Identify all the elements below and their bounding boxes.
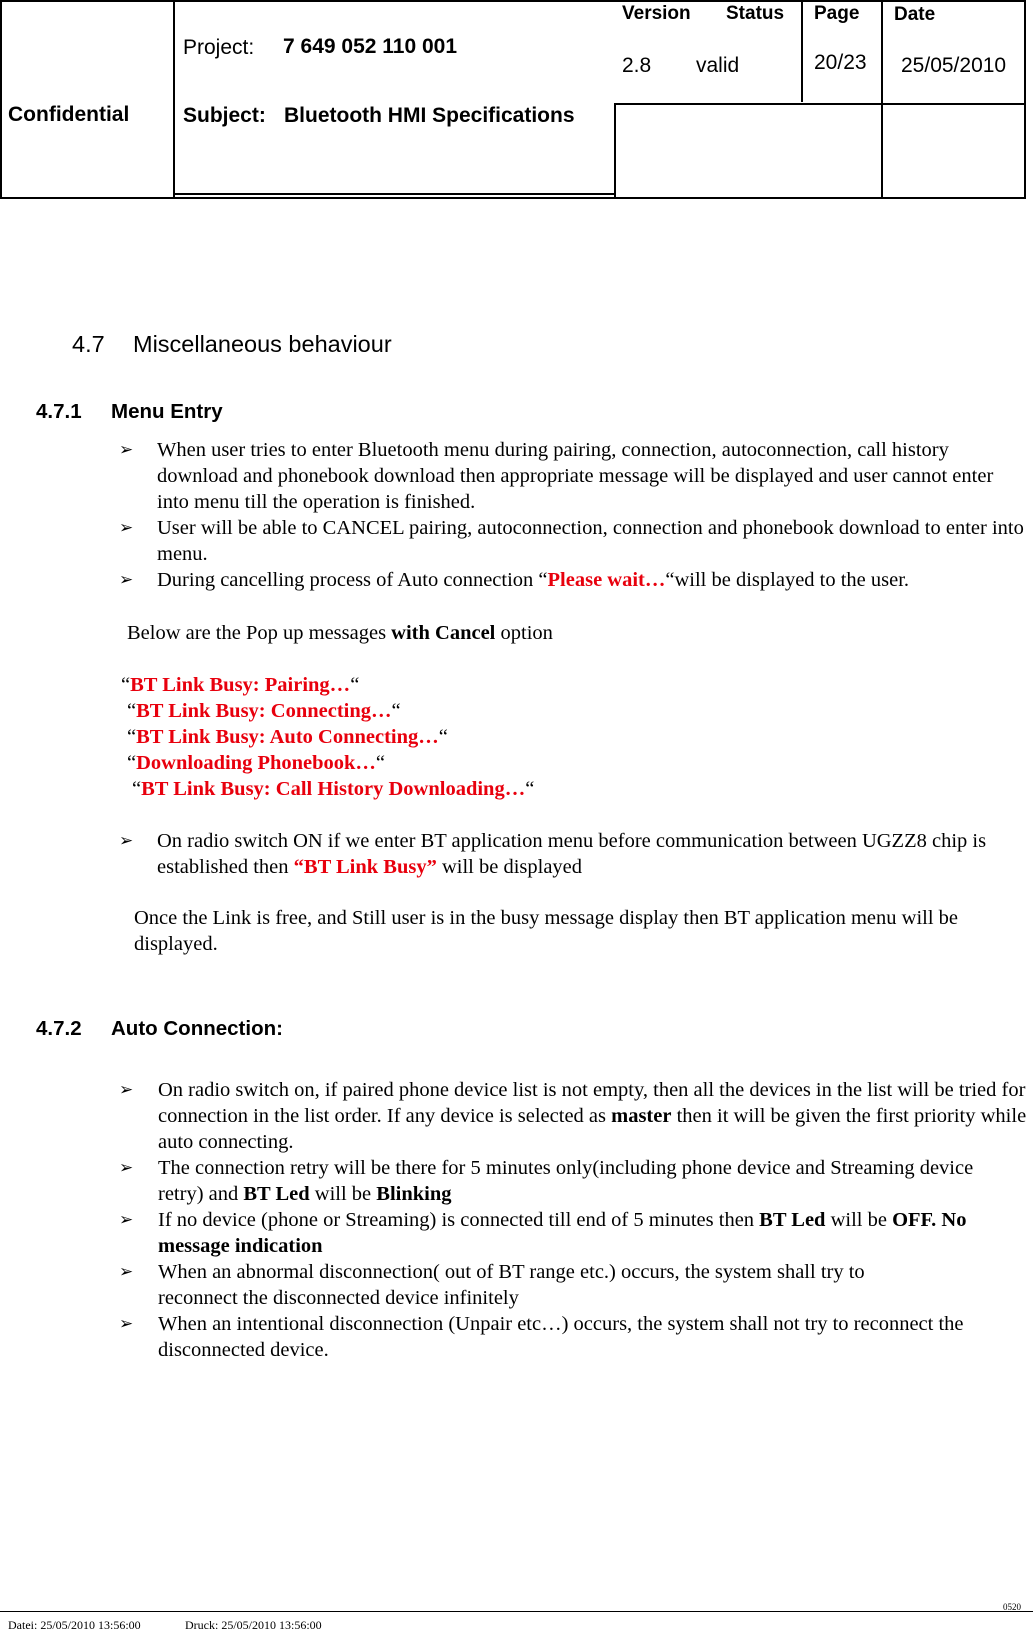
text-run: Below are the Pop up messages: [127, 622, 392, 644]
popup-text: BT Link Busy: Connecting…: [136, 700, 392, 722]
popup-text: Downloading Phonebook…: [136, 752, 376, 774]
popup-text: BT Link Busy: Pairing…: [130, 674, 351, 696]
list-item: [119, 567, 1033, 593]
arrow-bullet-icon: ➢: [119, 1080, 134, 1100]
subject-value: Bluetooth HMI Specifications: [284, 104, 575, 127]
text-run: will be: [825, 1209, 893, 1231]
bullet-text: When user tries to enter Bluetooth menu during pairing, connection, autoconnection, call history download and phonebook download then appropriate message will be displayed and user cannot enter into menu till the operation is finished.: [157, 439, 994, 513]
bullet-text: [157, 567, 1033, 593]
subsection-number: 4.7.2: [36, 1017, 82, 1040]
divider: [614, 103, 1024, 105]
text-run: During cancelling process of Auto connection “: [157, 569, 548, 591]
footer-print-date: Druck: 25/05/2010 13:56:00: [185, 1618, 322, 1632]
list-item: [119, 1207, 1033, 1259]
text-run: then it will be given the first priority while auto connecting.: [158, 1105, 1027, 1153]
text-run: The connection retry will be there for 5 minutes only(including phone device and Streaming device retry) and: [158, 1157, 974, 1205]
document-header: [0, 0, 1026, 199]
section-number: 4.7: [72, 331, 105, 357]
text-run: master: [611, 1105, 672, 1127]
text-run: On radio switch on, if paired phone device list is not empty, then all the devices in the list will be tried for connection in the list order. If any device is selected as: [158, 1079, 1026, 1127]
text-run: with Cancel: [391, 622, 496, 644]
page-label: Page: [814, 3, 860, 24]
list-item: [119, 1259, 1033, 1311]
project-label: Project:: [183, 36, 255, 59]
text-run: will be displayed: [436, 856, 583, 878]
popup-message: “BT Link Busy: Auto Connecting…“: [127, 726, 448, 748]
bullet-text: [157, 828, 1022, 880]
popup-message: “BT Link Busy: Connecting…“: [127, 700, 401, 722]
divider: [614, 103, 616, 197]
bullet-text: [158, 1207, 1028, 1259]
divider: [173, 2, 175, 197]
status-label: Status: [726, 3, 785, 24]
bullet-text: When an abnormal disconnection( out of BT range etc.) occurs, the system shall try to reconnect the disconnected device infinitely: [158, 1261, 865, 1309]
please-wait-message: Please wait…: [547, 569, 666, 591]
project-number: 7 649 052 110 001: [283, 35, 458, 58]
list-item: [119, 828, 1033, 880]
popup-intro: [127, 620, 553, 646]
link-free-note: Once the Link is free, and Still user is in the busy message display then BT application menu will be displayed.: [134, 907, 959, 955]
subject-label: Subject:: [183, 104, 266, 127]
text-run: OFF. No message indication: [158, 1209, 967, 1257]
popup-text: BT Link Busy: Call History Downloading…: [141, 778, 526, 800]
footer-file-date: Datei: 25/05/2010 13:56:00: [8, 1618, 141, 1632]
divider: [801, 2, 803, 102]
divider: [881, 2, 883, 197]
text-run: BT Led: [759, 1209, 826, 1231]
arrow-bullet-icon: ➢: [119, 1314, 134, 1334]
bullet-text: [158, 1077, 1028, 1155]
subsection-number: 4.7.1: [36, 400, 82, 423]
footer-rule: [0, 1611, 1033, 1612]
date-value: 25/05/2010: [901, 54, 1007, 77]
subsection-title: Auto Connection:: [111, 1017, 283, 1040]
version-label: Version: [622, 3, 691, 24]
arrow-bullet-icon: ➢: [119, 1158, 134, 1178]
text-run: On radio switch ON if we enter BT application menu before communication between UGZZ8 chip is established then: [157, 830, 987, 878]
list-item: [119, 1311, 1033, 1363]
version-value: 2.8: [622, 54, 652, 77]
list-item: [119, 437, 1033, 515]
list-item: [119, 1155, 1033, 1207]
arrow-bullet-icon: ➢: [119, 570, 134, 590]
arrow-bullet-icon: ➢: [119, 1262, 134, 1282]
text-run: Blinking: [376, 1183, 452, 1205]
divider: [173, 193, 614, 195]
popup-message: “BT Link Busy: Pairing…“: [121, 674, 360, 696]
bullet-text: User will be able to CANCEL pairing, autoconnection, connection and phonebook download to enter into menu.: [157, 517, 1024, 565]
subsection-title: Menu Entry: [111, 400, 223, 423]
popup-text: BT Link Busy: Auto Connecting…: [136, 726, 439, 748]
text-run: will be: [309, 1183, 377, 1205]
arrow-bullet-icon: ➢: [119, 440, 134, 460]
text-run: “will be displayed to the user.: [665, 569, 910, 591]
bullet-text: [158, 1155, 998, 1207]
page-number: 20/23: [814, 51, 867, 74]
arrow-bullet-icon: ➢: [119, 1210, 134, 1230]
text-run: If no device (phone or Streaming) is connected till end of 5 minutes then: [158, 1209, 760, 1231]
arrow-bullet-icon: ➢: [119, 518, 134, 538]
popup-message: “Downloading Phonebook…“: [127, 752, 386, 774]
text-run: option: [495, 622, 553, 644]
list-item: [119, 1077, 1033, 1155]
status-value: valid: [696, 54, 740, 77]
bullet-text: When an intentional disconnection (Unpair etc…) occurs, the system shall not try to reconnect the disconnected device.: [158, 1313, 964, 1361]
popup-message: “BT Link Busy: Call History Downloading…“: [132, 778, 535, 800]
footer-code: 0520: [1003, 1602, 1021, 1612]
list-item: [119, 515, 1033, 567]
arrow-bullet-icon: ➢: [119, 831, 134, 851]
text-run: BT Led: [243, 1183, 310, 1205]
bt-link-busy-message: “BT Link Busy”: [293, 856, 437, 878]
date-label: Date: [894, 4, 936, 25]
section-title: Miscellaneous behaviour: [133, 331, 392, 357]
confidential-label: Confidential: [8, 103, 130, 126]
